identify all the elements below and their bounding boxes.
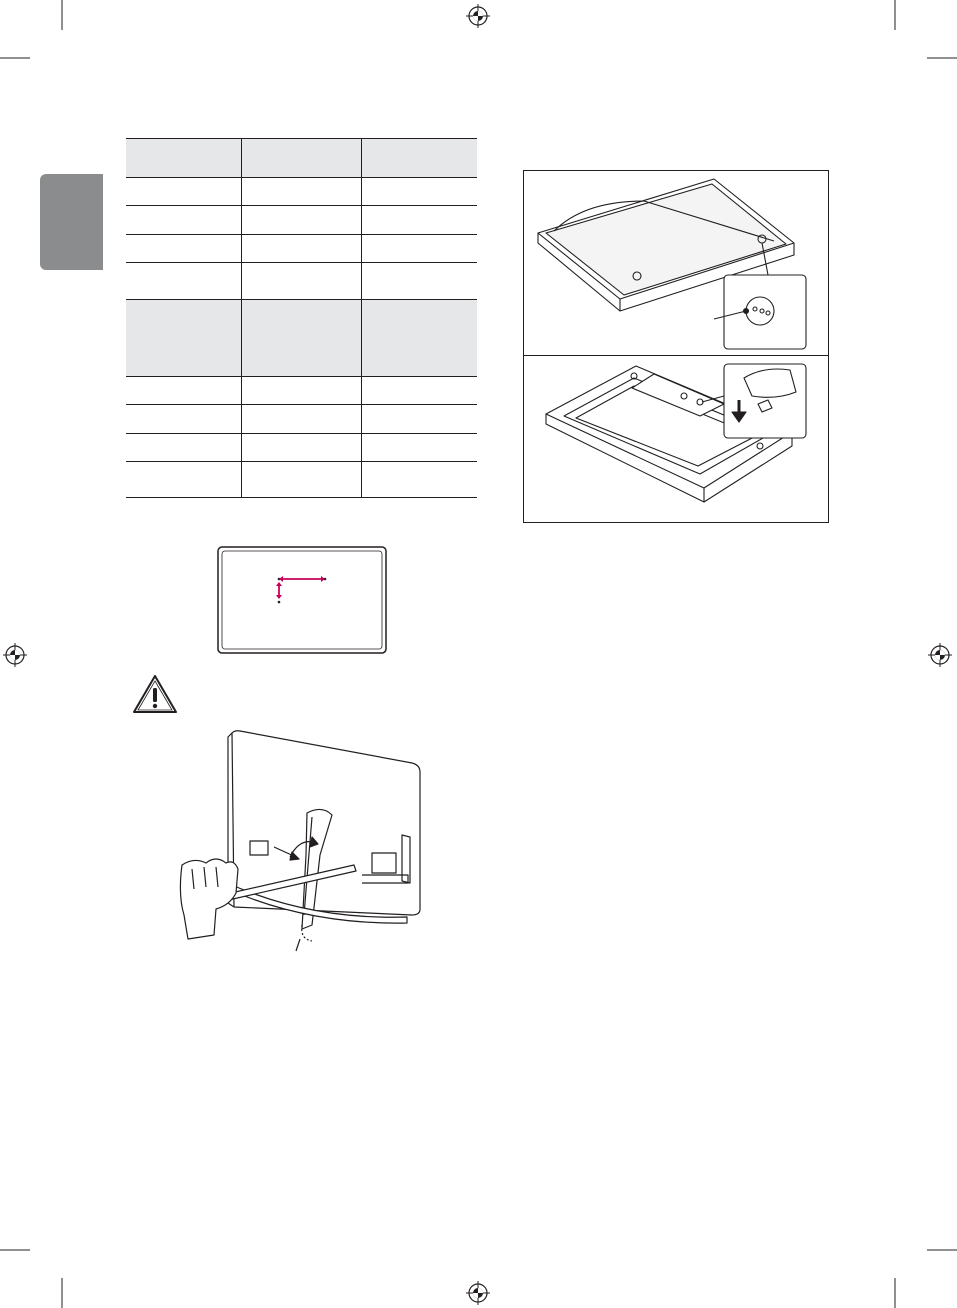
spec-table (126, 138, 477, 498)
table-row (126, 206, 477, 235)
table-cell (241, 206, 361, 235)
table-row (126, 462, 477, 498)
stand-removal-illustration (172, 725, 432, 960)
table-row (126, 300, 477, 377)
table-row (126, 263, 477, 300)
table-cell (361, 300, 477, 377)
table-row (126, 377, 477, 405)
table-cell (241, 434, 361, 462)
table-cell (241, 405, 361, 434)
table-cell (361, 263, 477, 300)
cover-removal-panel (523, 170, 829, 523)
table-cell (241, 263, 361, 300)
table-cell (361, 139, 477, 178)
registration-mark-icon (928, 643, 952, 667)
table-cell (126, 235, 241, 263)
table-cell (361, 206, 477, 235)
table-row (126, 434, 477, 462)
table-cell (361, 434, 477, 462)
table-cell (361, 235, 477, 263)
tv-back-illustration-bottom (524, 356, 828, 522)
table-cell (361, 462, 477, 498)
registration-mark-icon (466, 4, 490, 28)
table-cell (241, 139, 361, 178)
table-cell (126, 462, 241, 498)
table-cell (241, 377, 361, 405)
table-cell (241, 462, 361, 498)
table-cell (361, 178, 477, 206)
table-cell (241, 300, 361, 377)
table-cell (126, 178, 241, 206)
table-cell (361, 377, 477, 405)
table-row (126, 178, 477, 206)
table-header-row (126, 139, 477, 178)
table-cell (126, 300, 241, 377)
table-cell (126, 263, 241, 300)
table-row (126, 405, 477, 434)
table-cell (361, 405, 477, 434)
table-cell (126, 434, 241, 462)
table-cell (126, 405, 241, 434)
table-row (126, 235, 477, 263)
vesa-mounting-diagram (217, 546, 387, 654)
language-side-tab (40, 174, 103, 270)
registration-mark-icon (466, 1281, 490, 1305)
table-cell (126, 139, 241, 178)
table-cell (241, 235, 361, 263)
registration-mark-icon (3, 643, 27, 667)
table-cell (126, 377, 241, 405)
table-cell (241, 178, 361, 206)
warning-triangle-icon (131, 673, 179, 715)
table-cell (126, 206, 241, 235)
tv-back-illustration-top (524, 171, 828, 355)
